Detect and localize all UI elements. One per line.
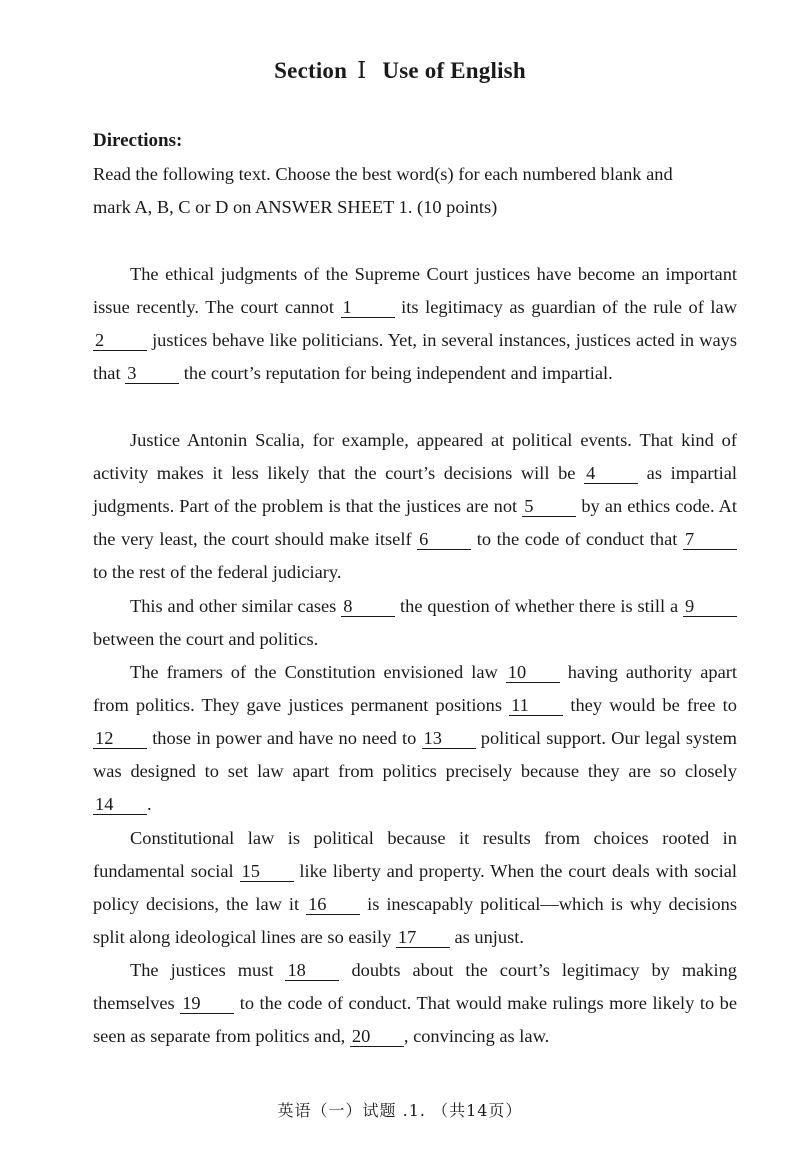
blank-17: 17 bbox=[396, 927, 450, 948]
section-name: Use of English bbox=[382, 58, 526, 83]
passage-text: by an ethics code. At the very least, the court should make itself bbox=[93, 496, 737, 549]
directions-line-2: mark A, B, C or D on ANSWER SHEET 1. (10 points) bbox=[93, 197, 498, 217]
passage-text: The justices must bbox=[130, 960, 286, 980]
passage-text: Justice Antonin Scalia, for example, appeared at political events. That kind of activity makes it less likely that the court’s decisions will be bbox=[93, 430, 737, 483]
passage-text: they would be free to bbox=[563, 695, 737, 715]
passage-text: those in power and have no need to bbox=[147, 728, 422, 748]
blank-12: 12 bbox=[93, 728, 147, 749]
blank-4: 4 bbox=[584, 463, 638, 484]
passage-text: This and other similar cases bbox=[130, 596, 342, 616]
passage-paragraph-1 bbox=[93, 258, 737, 390]
blank-20: 20 bbox=[350, 1026, 404, 1047]
directions-text bbox=[93, 158, 737, 224]
blank-2: 2 bbox=[93, 330, 147, 351]
blank-5: 5 bbox=[522, 496, 576, 517]
passage-paragraph-6 bbox=[93, 954, 737, 1053]
passage-paragraph-4 bbox=[93, 656, 737, 821]
blank-14: 14 bbox=[93, 794, 147, 815]
blank-19: 19 bbox=[180, 993, 234, 1014]
passage-text: the question of whether there is still a bbox=[395, 596, 683, 616]
section-title bbox=[0, 58, 800, 84]
passage-text: to the code of conduct that bbox=[471, 529, 683, 549]
blank-6: 6 bbox=[417, 529, 471, 550]
passage-text: as unjust. bbox=[449, 927, 524, 947]
passage-text: having authority apart from politics. They gave justices permanent positions bbox=[93, 662, 738, 715]
page-footer: 英语（一）试题 .1. （共14页） bbox=[277, 1101, 523, 1120]
blank-1: 1 bbox=[341, 297, 395, 318]
passage-text: is inescapably political—which is why decisions split along ideological lines are so easily bbox=[93, 894, 737, 947]
passage-text: . bbox=[147, 794, 152, 814]
blank-13: 13 bbox=[422, 728, 476, 749]
directions-heading: Directions: bbox=[93, 130, 183, 151]
passage-paragraph-3 bbox=[93, 590, 737, 656]
passage-text: like liberty and property. When the court deals with social policy decisions, the law it bbox=[93, 861, 738, 914]
passage-text: Constitutional law is political because it results from choices rooted in fundamental social bbox=[93, 828, 737, 881]
passage-text: political support. Our legal system was designed to set law apart from politics precisely because they are so closely bbox=[93, 728, 737, 781]
passage-text: to the rest of the federal judiciary. bbox=[93, 562, 342, 582]
blank-8: 8 bbox=[341, 596, 395, 617]
passage-text: the court’s reputation for being independent and impartial. bbox=[179, 363, 613, 383]
blank-11: 11 bbox=[509, 695, 563, 716]
blank-16: 16 bbox=[306, 894, 360, 915]
blank-10: 10 bbox=[506, 662, 560, 683]
blank-15: 15 bbox=[240, 861, 294, 882]
passage-text: as impartial judgments. Part of the problem is that the justices are not bbox=[93, 463, 737, 516]
passage-text: to the code of conduct. That would make rulings more likely to be seen as separate from politics and, bbox=[93, 993, 737, 1046]
blank-3: 3 bbox=[125, 363, 179, 384]
passage-paragraph-2 bbox=[93, 424, 737, 589]
section-label: Section bbox=[274, 58, 348, 83]
passage-text: justices behave like politicians. Yet, in several instances, justices acted in ways that bbox=[93, 330, 737, 383]
section-roman-numeral: Ⅰ bbox=[357, 58, 367, 83]
passage-text: The framers of the Constitution envisioned law bbox=[130, 662, 506, 682]
passage-text: its legitimacy as guardian of the rule of law bbox=[394, 297, 737, 317]
directions-line-1: Read the following text. Choose the best word(s) for each numbered blank and bbox=[93, 164, 673, 184]
blank-7: 7 bbox=[683, 529, 737, 550]
passage-text: , convincing as law. bbox=[403, 1026, 550, 1046]
passage-text: between the court and politics. bbox=[93, 629, 319, 649]
blank-9: 9 bbox=[683, 596, 737, 617]
passage-text: The ethical judgments of the Supreme Court justices have become an important issue recently. The court cannot bbox=[93, 264, 737, 317]
passage-text: doubts about the court’s legitimacy by making themselves bbox=[93, 960, 737, 1013]
blank-18: 18 bbox=[285, 960, 339, 981]
passage-paragraph-5 bbox=[93, 822, 737, 954]
